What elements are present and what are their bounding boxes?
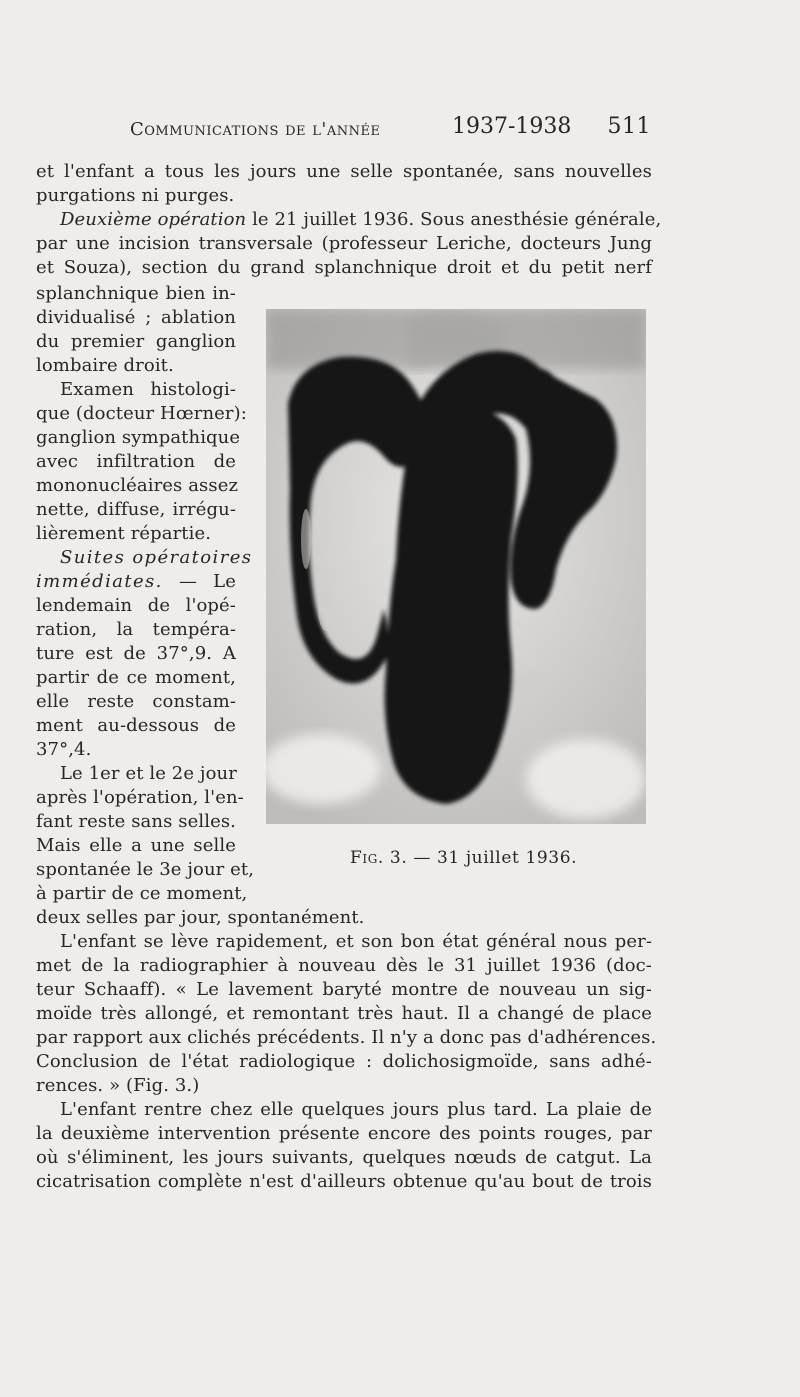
text-line: et Souza), section du grand splanchnique droit et du petit nerf xyxy=(36,257,652,278)
page-header xyxy=(130,112,655,142)
text-line: L'enfant rentre chez elle quelques jours plus tard. La plaie de xyxy=(60,1099,652,1120)
text-line: elle reste constam- xyxy=(36,691,236,712)
text-line: par une incision transversale (professeur Leriche, docteurs Jung xyxy=(36,233,652,254)
running-title: Communications de l'année xyxy=(130,119,381,140)
text-line: rences. » (Fig. 3.) xyxy=(36,1075,200,1096)
figure-label: Fig. 3. xyxy=(350,848,408,868)
text-line: partir de ce moment, xyxy=(36,667,236,688)
second-operation-label: Deuxième opération xyxy=(60,209,247,230)
barium-enema-radiograph xyxy=(266,309,646,824)
text-line: lendemain de l'opé- xyxy=(36,595,236,616)
header-years: 1937-1938 xyxy=(452,114,572,139)
text-line: Examen histologi- xyxy=(60,379,236,400)
text-line: Suites opératoires xyxy=(60,547,253,568)
text-line: L'enfant se lève rapidement, et son bon état général nous per- xyxy=(60,931,652,952)
text-line: Deuxième opération le 21 juillet 1936. Sous anesthésie générale, xyxy=(60,209,662,230)
text-line: avec infiltration de xyxy=(36,451,236,472)
text-line: immédiates. — Le xyxy=(36,571,236,592)
figure-caption xyxy=(350,848,577,868)
text-line: Conclusion de l'état radiologique : dolichosigmoïde, sans adhé- xyxy=(36,1051,652,1072)
text-line: ganglion sympathique xyxy=(36,427,241,448)
text-line: met de la radiographier à nouveau dès le 31 juillet 1936 (doc- xyxy=(36,955,652,976)
text-line: lièrement répartie. xyxy=(36,523,212,544)
text-line: splanchnique bien in- xyxy=(36,283,236,304)
text-line: où s'éliminent, les jours suivants, quelques nœuds de catgut. La xyxy=(36,1147,652,1168)
text-line: que (docteur Hœrner): xyxy=(36,403,247,424)
text-line: spontanée le 3e jour et, xyxy=(36,859,255,880)
figure-caption-text: — 31 juillet 1936. xyxy=(413,848,578,868)
text-line: purgations ni purges. xyxy=(36,185,235,206)
text-line: Mais elle a une selle xyxy=(36,835,236,856)
text-line: Le 1er et le 2e jour xyxy=(60,763,237,784)
text-line: la deuxième intervention présente encore des points rouges, par xyxy=(36,1123,652,1144)
text-line: par rapport aux clichés précédents. Il n'y a donc pas d'adhérences. xyxy=(36,1027,657,1048)
text-line: lombaire droit. xyxy=(36,355,174,376)
text-line: ture est de 37°,9. A xyxy=(36,643,236,664)
text-line: du premier ganglion xyxy=(36,331,236,352)
text-line: ration, la tempéra- xyxy=(36,619,236,640)
text-line: mononucléaires assez xyxy=(36,475,239,496)
text-line: 37°,4. xyxy=(36,739,92,760)
text-line: moïde très allongé, et remontant très haut. Il a changé de place xyxy=(36,1003,652,1024)
text-line: deux selles par jour, spontanément. xyxy=(36,907,365,928)
text-line: nette, diffuse, irrégu- xyxy=(36,499,236,520)
text-line: ment au-dessous de xyxy=(36,715,236,736)
xray-figure xyxy=(266,309,646,824)
text-line: à partir de ce moment, xyxy=(36,883,248,904)
text-line: dividualisé ; ablation xyxy=(36,307,236,328)
text-line: et l'enfant a tous les jours une selle spontanée, sans nouvelles xyxy=(36,161,652,182)
page-number: 511 xyxy=(607,114,651,139)
text-line: après l'opération, l'en- xyxy=(36,787,244,808)
text-line: fant reste sans selles. xyxy=(36,811,236,832)
text-line: cicatrisation complète n'est d'ailleurs obtenue qu'au bout de trois xyxy=(36,1171,652,1192)
text-line: teur Schaaff). « Le lavement baryté montre de nouveau un sig- xyxy=(36,979,652,1000)
